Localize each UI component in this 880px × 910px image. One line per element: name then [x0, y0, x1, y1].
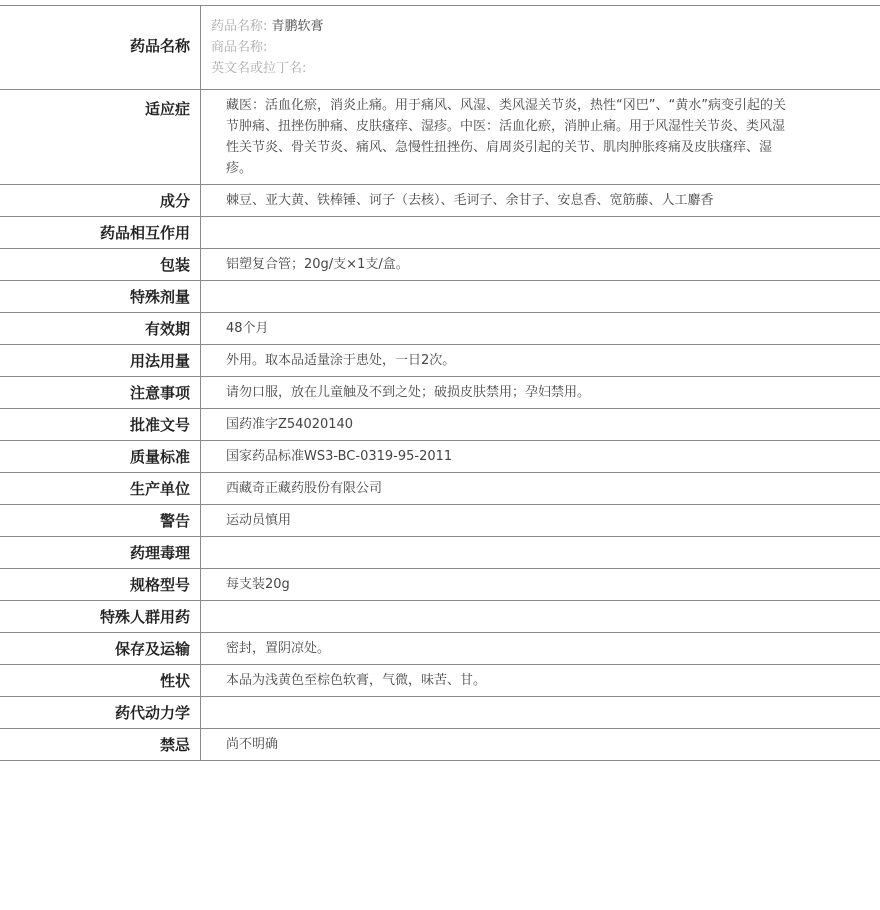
warning-row	[0, 505, 880, 537]
contraindications-row	[0, 729, 880, 761]
drug-name-header: 药品名称	[0, 6, 201, 90]
appearance-label: 性状	[0, 665, 201, 697]
precautions-row	[0, 377, 880, 409]
precautions-label: 注意事项	[0, 377, 201, 409]
spec-label: 规格型号	[0, 569, 201, 601]
usage-value: 外用。取本品适量涂于患处，一日2次。	[226, 353, 456, 368]
indications-value: 藏医：活血化瘀，消炎止痛。用于痛风、风湿、类风湿关节炎，热性“冈巴”、“黄水”病变引起的关节肿痛、扭挫伤肿痛、皮肤瘙痒、湿疹。中医：活血化瘀，消肿止痛。用于风湿性关节炎、类风湿性关节炎、骨关节炎、痛风、急慢性扭挫伤、肩周炎引起的关节、肌肉肿胀疼痛及皮肤瘙痒、湿疹。	[226, 98, 786, 176]
storage-row	[0, 633, 880, 665]
drug-name-row	[0, 6, 880, 90]
generic-name-label: 药品名称:	[211, 19, 268, 34]
precautions-value: 请勿口服，放在儿童触及不到之处；破损皮肤禁用；孕妇禁用。	[226, 385, 591, 400]
spec-value: 每支装20g	[226, 577, 290, 592]
manufacturer-label: 生产单位	[0, 473, 201, 505]
ingredients-row	[0, 185, 880, 217]
storage-value: 密封，置阴凉处。	[226, 641, 331, 656]
pharmacokinetics-row	[0, 697, 880, 729]
validity-row	[0, 313, 880, 345]
special-groups-value	[201, 601, 880, 633]
approval-value: 国药准字Z54020140	[226, 417, 354, 432]
interactions-label: 药品相互作用	[0, 217, 201, 249]
approval-label: 批准文号	[0, 409, 201, 441]
manufacturer-value: 西藏奇正藏药股份有限公司	[226, 481, 383, 496]
english-name-label: 英文名或拉丁名:	[211, 61, 307, 76]
standard-value: 国家药品标准WS3-BC-0319-95-2011	[226, 449, 453, 464]
special-dose-value	[201, 281, 880, 313]
usage-row	[0, 345, 880, 377]
standard-row	[0, 441, 880, 473]
drug-name-cell	[201, 6, 880, 90]
validity-value: 48个月	[226, 321, 269, 336]
pharmacology-label: 药理毒理	[0, 537, 201, 569]
standard-label: 质量标准	[0, 441, 201, 473]
pharmacology-row	[0, 537, 880, 569]
warning-value: 运动员慎用	[226, 513, 292, 528]
special-groups-label: 特殊人群用药	[0, 601, 201, 633]
approval-row	[0, 409, 880, 441]
pharmacokinetics-value	[201, 697, 880, 729]
usage-label: 用法用量	[0, 345, 201, 377]
manufacturer-row	[0, 473, 880, 505]
package-row	[0, 249, 880, 281]
trade-name-label: 商品名称:	[211, 40, 268, 55]
appearance-row	[0, 665, 880, 697]
pharmacology-value	[201, 537, 880, 569]
special-groups-row	[0, 601, 880, 633]
package-label: 包装	[0, 249, 201, 281]
contraindications-label: 禁忌	[0, 729, 201, 761]
contraindications-value: 尚不明确	[226, 737, 279, 752]
indications-label: 适应症	[0, 90, 201, 185]
ingredients-value: 棘豆、亚大黄、铁棒锤、诃子（去核）、毛诃子、余甘子、安息香、宽筋藤、人工麝香	[226, 193, 714, 208]
trade-name-line	[211, 37, 880, 58]
storage-label: 保存及运输	[0, 633, 201, 665]
generic-name-line	[211, 16, 880, 37]
special-dose-label: 特殊剂量	[0, 281, 201, 313]
interactions-row	[0, 217, 880, 249]
pharmacokinetics-label: 药代动力学	[0, 697, 201, 729]
appearance-value: 本品为浅黄色至棕色软膏，气微，味苦、甘。	[226, 673, 487, 688]
indications-row	[0, 90, 880, 185]
interactions-value	[201, 217, 880, 249]
spec-row	[0, 569, 880, 601]
english-name-line	[211, 58, 880, 79]
ingredients-label: 成分	[0, 185, 201, 217]
special-dose-row	[0, 281, 880, 313]
drug-spec-table	[0, 5, 880, 761]
validity-label: 有效期	[0, 313, 201, 345]
generic-name-value: 青鹏软膏	[271, 19, 324, 34]
warning-label: 警告	[0, 505, 201, 537]
package-value: 铝塑复合管；20g/支×1支/盒。	[226, 257, 409, 272]
